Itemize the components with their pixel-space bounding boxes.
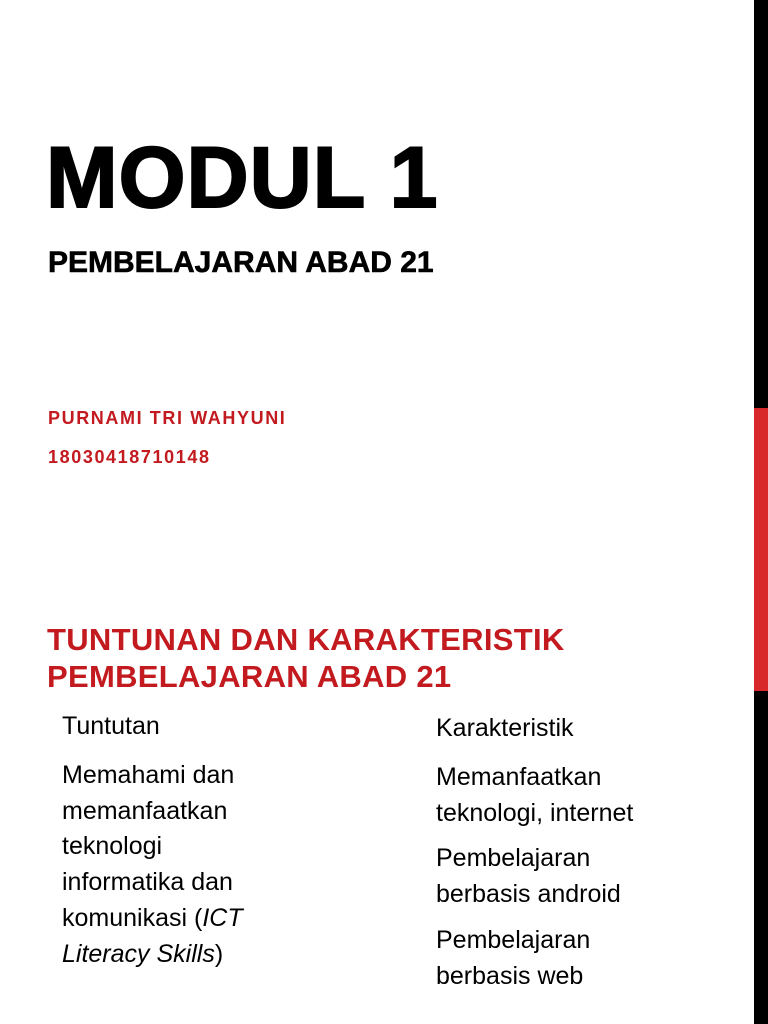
left-column-heading: Tuntutan — [62, 712, 160, 740]
right-item-line: Pembelajaran — [436, 925, 591, 954]
right-item-line: berbasis web — [436, 961, 584, 990]
side-accent-bar-red — [754, 408, 768, 691]
right-column-item — [436, 841, 756, 913]
left-item-line: komunikasi ( — [62, 903, 203, 932]
right-column-item — [436, 760, 756, 832]
left-item-italic: ICT — [202, 903, 243, 932]
left-item-line: memanfaatkan — [62, 796, 228, 825]
right-item-line: berbasis android — [436, 880, 621, 908]
side-accent-bar-top — [754, 0, 768, 408]
right-column — [436, 711, 756, 1004]
left-column — [62, 709, 402, 982]
slide-content — [0, 594, 768, 1024]
left-item-italic: Literacy Skills — [62, 939, 215, 968]
content-title-line-1: TUNTUNAN DAN KARAKTERISTIK — [47, 622, 565, 657]
left-item-line: informatika dan — [62, 868, 233, 896]
right-item-line: Pembelajaran — [436, 844, 591, 873]
right-column-item — [436, 923, 756, 995]
left-item-line: Memahami dan — [62, 760, 235, 789]
content-slide-title — [47, 621, 565, 695]
right-item-line: Memanfaatkan — [436, 762, 602, 791]
slide-title-heading: MODUL 1 — [46, 130, 439, 226]
slide-subtitle: PEMBELAJARAN ABAD 21 — [48, 246, 434, 279]
author-name: PURNAMI TRI WAHYUNI — [48, 408, 287, 428]
left-column-item — [62, 758, 402, 973]
right-column-heading: Karakteristik — [436, 714, 574, 742]
right-item-line: teknologi, internet — [436, 798, 634, 827]
left-item-line: ) — [214, 939, 224, 968]
student-id: 18030418710148 — [48, 447, 211, 467]
content-title-line-2: PEMBELAJARAN ABAD 21 — [47, 659, 452, 695]
side-accent-bar-bottom — [754, 691, 768, 1024]
left-item-line: teknologi — [62, 832, 163, 861]
